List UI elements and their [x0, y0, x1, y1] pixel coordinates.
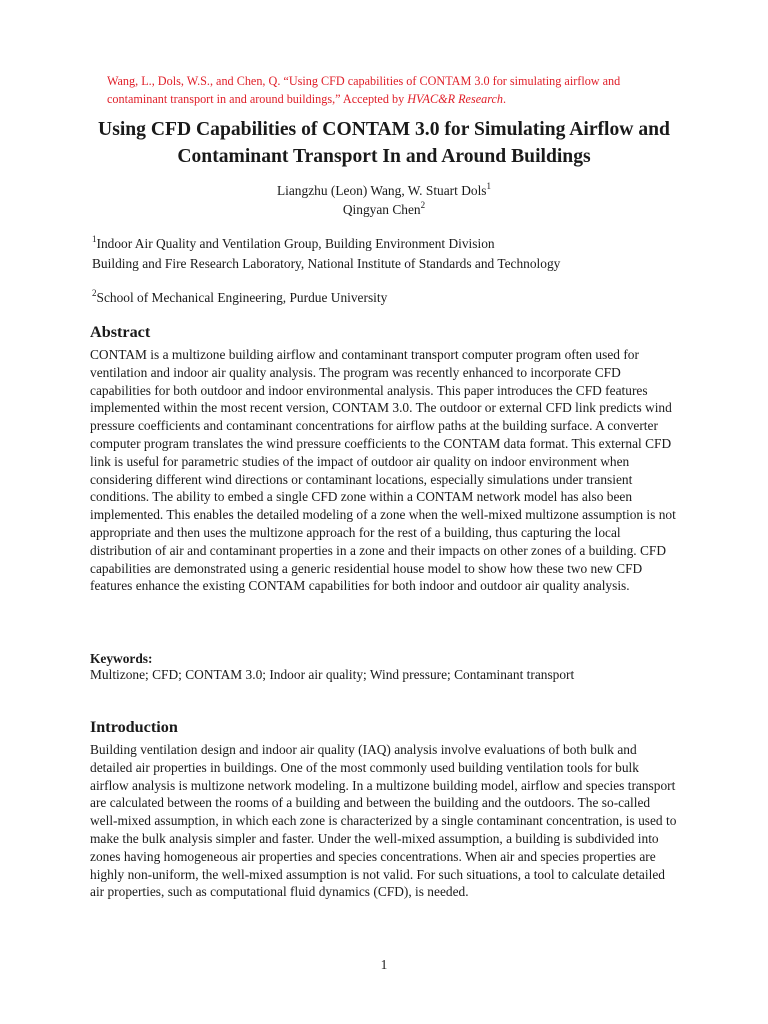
citation-text: Wang, L., Dols, W.S., and Chen, Q. “Using CFD capabilities of CONTAM 3.0 for simulating airflow and contaminant transport in and around buildings,” Accepted by: [107, 74, 621, 106]
keywords-text: Multizone; CFD; CONTAM 3.0; Indoor air quality; Wind pressure; Contaminant transport: [90, 667, 575, 682]
citation-suffix: .: [503, 92, 507, 106]
paper-title: Using CFD Capabilities of CONTAM 3.0 for Simulating Airflow and Contaminant Transport In and Around Buildings: [98, 119, 670, 167]
keywords-label: Keywords:: [90, 651, 153, 666]
author-line-1: Liangzhu (Leon) Wang, W. Stuart Dols$^1$: [276, 180, 492, 198]
journal-name: HVAC&R Research: [407, 92, 503, 106]
author-list: [90, 181, 678, 219]
author-sup-1: 1: [486, 180, 492, 191]
affiliation-sup-1: 1: [92, 233, 97, 244]
affiliation-1-line-2: Building and Fire Research Laboratory, National Institute of Standards and Technology: [92, 256, 561, 271]
abstract-heading: Abstract: [90, 323, 151, 341]
introduction-heading: Introduction: [90, 718, 178, 736]
affiliation-sup-2: 2: [92, 287, 97, 298]
abstract-body: CONTAM is a multizone building airflow and contaminant transport computer program often used for ventilation and indoor air quality analysis. The program was recently enhanced to incorporate CFD capabilities for both outdoor and indoor environmental analysis. This paper introduces the CFD features implemented within the most recent version, CONTAM 3.0. The outdoor or external CFD link predicts wind pressure coefficients and contaminant concentrations for airflow paths at the building surface. A converter computer program translates the wind pressure coefficients to the CONTAM data format. This external CFD link is useful for parametric studies of the impact of outdoor air quality on indoor environment when considering different wind directions or contaminant locations, especially simulations under transient conditions. The ability to embed a single CFD zone within a CONTAM network model has also been implemented. This enables the detailed modeling of a zone when the well-mixed multizone assumption is not appropriate and then uses the multizone approach for the rest of a building, thus capturing the local distribution of air and contaminant properties in a zone and their impacts on other zones of a building. CFD capabilities are demonstrated using a generic residential house model to show how these two new CFD features enhance the existing CONTAM capabilities for both indoor and outdoor air quality analysis.: [90, 347, 676, 594]
author-sup-2: 2: [420, 199, 426, 210]
citation-note: [107, 72, 667, 108]
affiliation-2-line-1: School of Mechanical Engineering, Purdue University: [96, 290, 388, 305]
introduction-body: Building ventilation design and indoor air quality (IAQ) analysis involve evaluations of both bulk and detailed air properties in buildings. One of the most commonly used building ventilation tools for bulk airflow analysis is multizone network modeling. In a multizone building model, airflow and species transport are calculated between the rooms of a building and between the building and the outdoors. The so-called well-mixed assumption, in which each zone is characterized by a single contaminant concentration, is used to make the bulk analysis simpler and faster. Under the well-mixed assumption, a building is subdivided into zones having homogeneous air properties and species concentrations. When air and species properties are highly non-uniform, the well-mixed assumption is not valid. For such situations, a tool to calculate detailed air properties, such as computational fluid dynamics (CFD), is needed.: [90, 742, 677, 900]
affiliation-1-line-1: Indoor Air Quality and Ventilation Group, Building Environment Division: [96, 236, 495, 251]
author-line-2: Qingyan Chen$^2$: [342, 199, 426, 217]
affiliation-1: [92, 234, 560, 274]
affiliation-2: [92, 288, 387, 308]
page-number: 1: [380, 957, 388, 972]
